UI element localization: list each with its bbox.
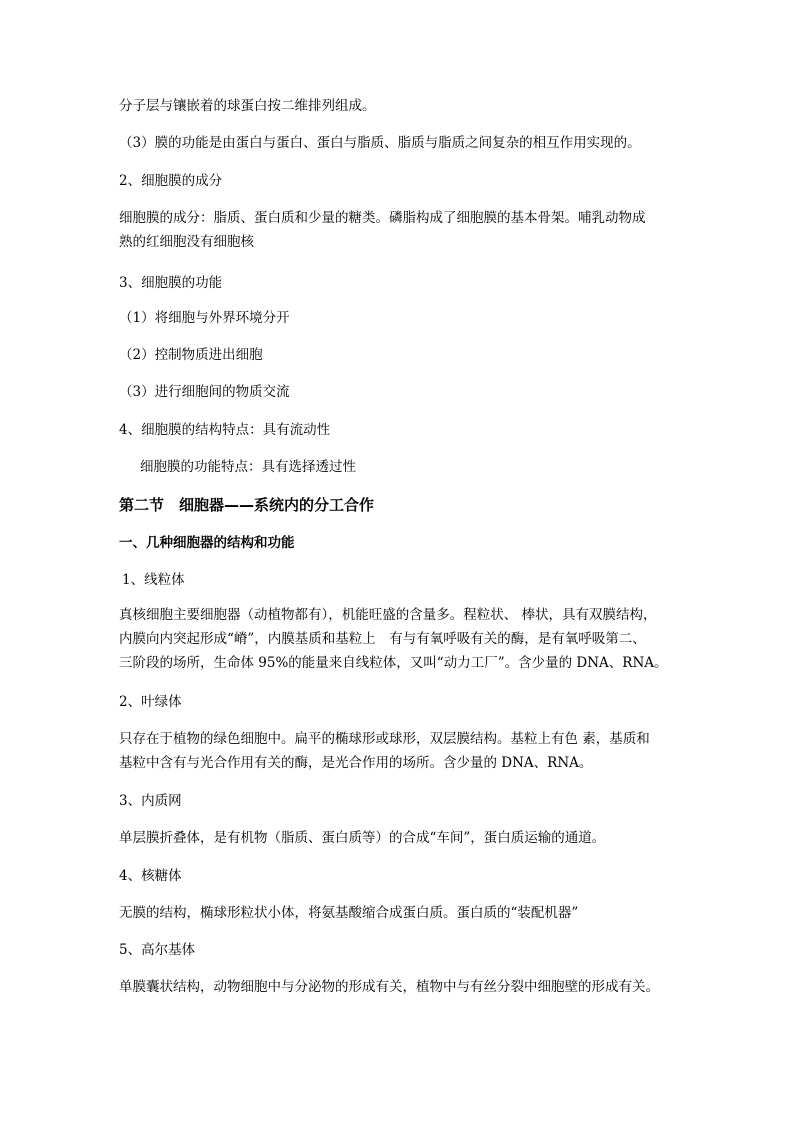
subsection-heading: 一、几种细胞器的结构和功能 — [119, 535, 295, 551]
text-line: 熟的红细胞没有细胞核 — [119, 234, 254, 250]
paragraph — [119, 603, 679, 675]
text-line: 内膜向内突起形成“嵴”，内膜基质和基粒上 有与有氧呼吸有关的酶，是有氧呼吸第二、 — [119, 631, 646, 647]
item-heading: 3、细胞膜的功能 — [119, 275, 223, 291]
item-heading: 1、线粒体 — [122, 572, 185, 588]
text-line: 细胞膜的成分：脂质、蛋白质和少量的糖类。磷脂构成了细胞膜的基本骨架。哺乳动物成 — [119, 210, 646, 226]
item-heading: 2、细胞膜的成分 — [119, 173, 223, 189]
text-line: 单膜囊状结构，动物细胞中与分泌物的形成有关，植物中与有丝分裂中细胞壁的形成有关。 — [119, 979, 659, 995]
text-line: （3）膜的功能是由蛋白与蛋白、蛋白与脂质、脂质与脂质之间复杂的相互作用实现的。 — [119, 135, 641, 151]
text-line: 分子层与镶嵌着的球蛋白按二维排列组成。 — [119, 98, 376, 114]
item-heading: 3、内质网 — [119, 793, 182, 809]
text-line: 细胞膜的功能特点：具有选择透过性 — [140, 459, 356, 475]
text-line: 4、细胞膜的结构特点：具有流动性 — [119, 422, 331, 438]
text-line: 单层膜折叠体，是有机物（脂质、蛋白质等）的合成“车间”，蛋白质运输的通道。 — [119, 830, 606, 846]
text-line: （2）控制物质进出细胞 — [119, 347, 263, 363]
paragraph — [119, 206, 679, 254]
item-heading: 4、核糖体 — [119, 868, 182, 884]
item-heading: 2、叶绿体 — [119, 694, 182, 710]
text-line: 基粒中含有与光合作用有关的酶，是光合作用的场所。含少量的 DNA、RNA。 — [119, 755, 593, 771]
text-line: （3）进行细胞间的物质交流 — [119, 384, 290, 400]
section-heading: 第二节 细胞器——系统内的分工合作 — [119, 496, 375, 514]
text-line: 只存在于植物的绿色细胞中。扁平的椭球形或球形，双层膜结构。基粒上有色 素，基质和 — [119, 731, 650, 747]
text-line: 真核细胞主要细胞器（动植物都有），机能旺盛的含量多。程粒状、 棒状，具有双膜结构， — [119, 607, 657, 623]
item-heading: 5、高尔基体 — [119, 942, 196, 958]
text-line: 无膜的结构，椭球形粒状小体，将氨基酸缩合成蛋白质。蛋白质的“装配机器” — [119, 905, 579, 921]
text-line: （1）将细胞与外界环境分开 — [119, 310, 290, 326]
paragraph — [119, 727, 679, 775]
text-line: 三阶段的场所，生命体 95%的能量来自线粒体，又叫“动力工厂”。含少量的 DNA、RNA。 — [119, 655, 668, 671]
